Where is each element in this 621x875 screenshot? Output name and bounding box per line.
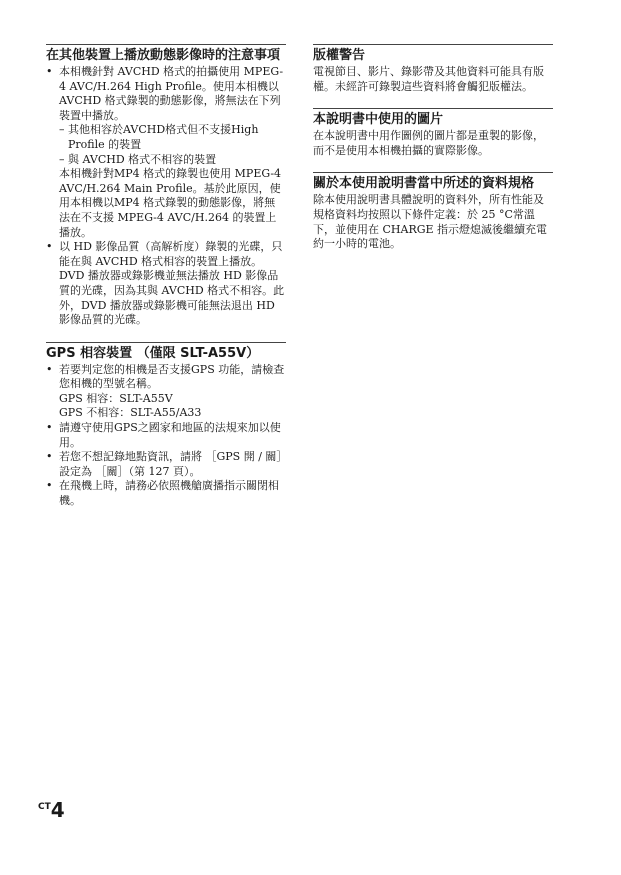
section-body: 除本使用說明書具體說明的資料外，所有性能及規格資料均按照以下條件定義：於 25 °C常溫下，並使用在 CHARGE 指示燈熄滅後繼續充電約一小時的電池。 (313, 193, 548, 251)
section-heading: GPS 相容裝置 （僅限 SLT-A55V） (46, 345, 260, 361)
dash-text: 其他相容於AVCHD格式但不支援High Profile 的裝置 (68, 123, 259, 151)
bullet-text: 若您不想記錄地點資訊，請將 ［GPS 開 / 關］設定為 ［關］（第 127 頁）。 (59, 450, 282, 478)
right-column (313, 44, 553, 266)
section-heading: 版權警告 (313, 48, 366, 63)
section-body: 在本說明書中用作圖例的圖片都是重製的影像，而不是使用本相機拍攝的實際影像。 (313, 129, 544, 157)
list-item (46, 240, 286, 328)
page-number-value: 4 (50, 798, 65, 822)
bullet-text: 若要判定您的相機是否支援GPS 功能，請檢查您相機的型號名稱。 (59, 362, 285, 391)
section-avchd-playback (46, 44, 286, 328)
bullet-text: 在飛機上時，請務必依照機艙廣播指示關閉相機。 (59, 479, 279, 508)
gps-compatible-model: GPS 相容：SLT-A55V (59, 391, 173, 405)
list-item (46, 450, 286, 479)
dash-item: – 其他相容於AVCHD格式但不支援High Profile 的裝置 (59, 123, 259, 151)
section-heading: 本說明書中使用的圖片 (313, 112, 444, 128)
gps-incompatible-model: GPS 不相容：SLT-A55/A33 (59, 406, 202, 420)
section-rule (313, 44, 553, 45)
section-heading: 關於本使用說明書當中所述的資料規格 (313, 176, 535, 192)
page-prefix: CT (38, 802, 51, 812)
section-rule (313, 172, 553, 173)
list-item (46, 421, 286, 450)
bullet-text: 以 HD 影像品質（高解析度）錄製的光碟，只能在與 AVCHD 格式相容的裝置上播放。DVD 播放器或錄影機並無法播放 HD 影像品質的光碟，因為其與 AVCHD 格式不相容。此外，DVD 播放器或錄影機可能無法退出 HD 影像品質的光碟。 (59, 240, 285, 327)
section-rule (46, 342, 286, 343)
page-number (38, 800, 65, 821)
section-gps (46, 342, 286, 509)
dash-item: – 與 AVCHD 格式不相容的裝置 (59, 152, 217, 166)
section-heading: 在其他裝置上播放動態影像時的注意事項 (46, 48, 281, 63)
section-body: 電視節目、影片、錄影帶及其他資料可能具有版權。未經許可錄製這些資料將會觸犯版權法。 (313, 65, 544, 93)
list-item (46, 363, 286, 421)
section-specs (313, 172, 553, 251)
section-rule (313, 108, 553, 109)
list-item (46, 479, 286, 508)
section-pictures (313, 108, 553, 158)
dash-text: 與 AVCHD 格式不相容的裝置 (68, 152, 217, 166)
bullet-text: 請遵守使用GPS之國家和地區的法規來加以使用。 (59, 421, 281, 449)
bullet-text: 本相機針對 AVCHD 格式的拍攝使用 MPEG-4 AVC/H.264 High Profile。使用本相機以 AVCHD 格式錄製的動態影像，將無法在下列裝置中播放。 (59, 65, 284, 122)
section-rule (46, 44, 286, 45)
bullet-list (46, 363, 286, 509)
left-column (46, 44, 286, 523)
list-item (46, 65, 286, 240)
section-copyright (313, 44, 553, 94)
bullet-continuation: 本相機針對MP4 格式的錄製也使用 MPEG-4 AVC/H.264 Main Profile。基於此原因，使用本相機以MP4 格式錄製的動態影像，將無法在不支援 MPEG-4 AVC/H.264 的裝置上播放。 (59, 167, 282, 239)
bullet-list (46, 65, 286, 328)
